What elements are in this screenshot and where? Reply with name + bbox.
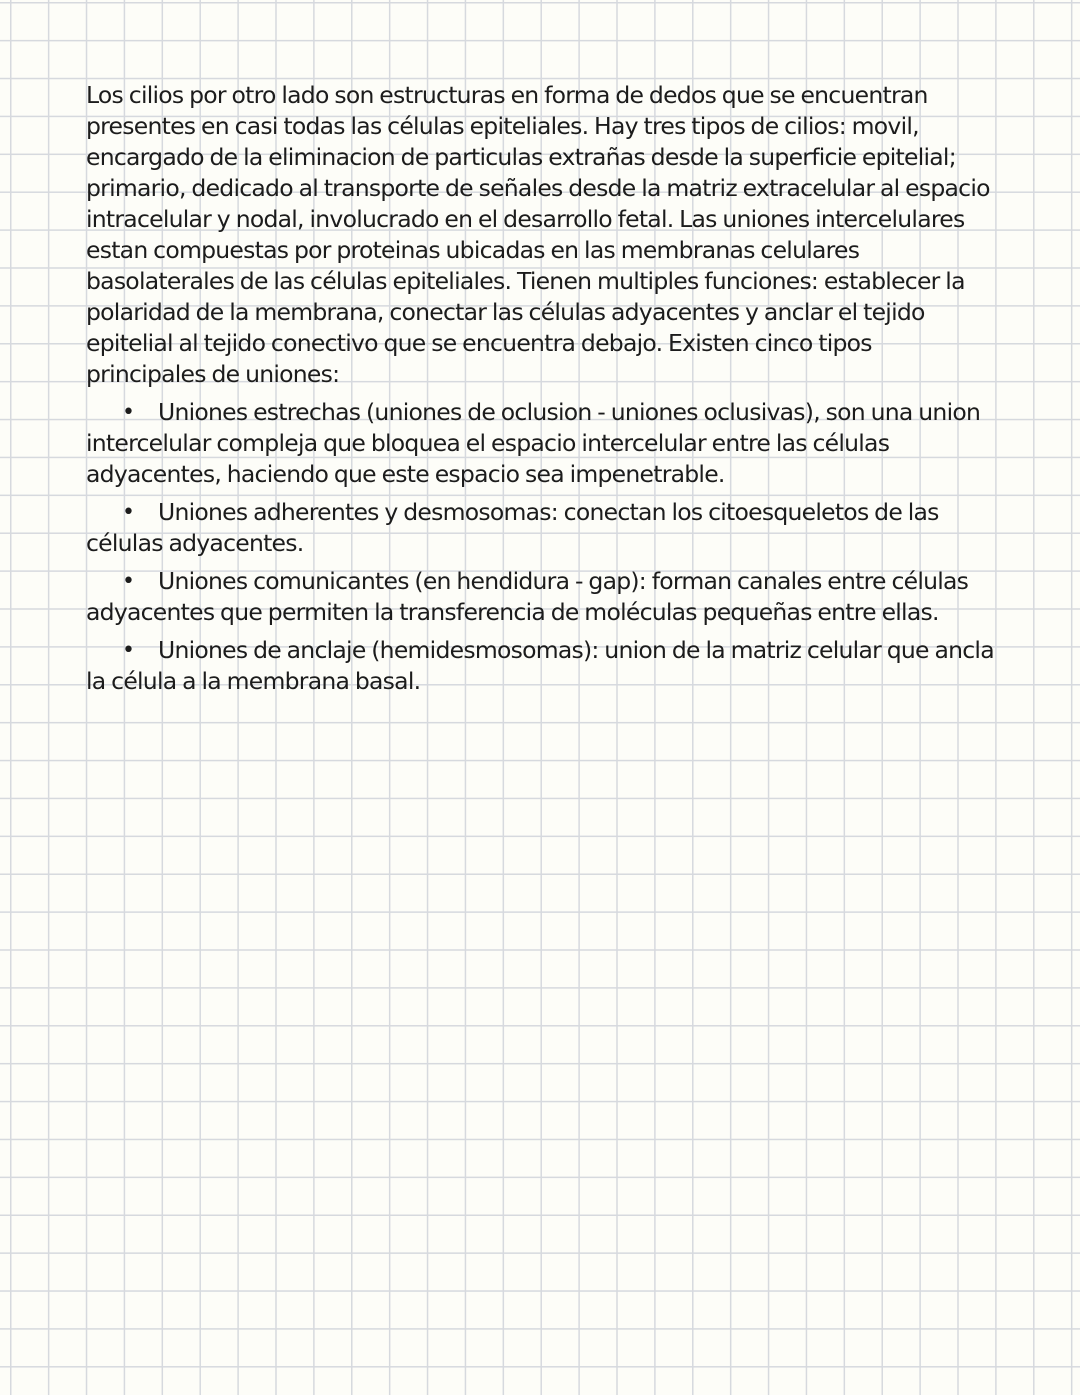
list-item-text: Uniones comunicantes (en hendidura - gap): forman canales entre células adyacentes que permiten la transferencia de moléculas pequeñas entre ellas. bbox=[86, 567, 969, 626]
list-item bbox=[86, 566, 996, 628]
bullet-icon: • bbox=[122, 500, 135, 525]
junction-types-list bbox=[86, 397, 996, 697]
list-item bbox=[86, 635, 996, 697]
list-item-text: Uniones adherentes y desmosomas: conectan los citoesqueletos de las células adyacentes. bbox=[86, 498, 939, 557]
list-item-text: Uniones de anclaje (hemidesmosomas): union de la matriz celular que ancla la célula a la membrana basal. bbox=[86, 636, 994, 695]
list-item bbox=[86, 497, 996, 559]
note-content bbox=[86, 80, 996, 697]
list-item-text: Uniones estrechas (uniones de oclusion - uniones oclusivas), son una union intercelular compleja que bloquea el espacio intercelular entre las células adyacentes, haciendo que este espacio sea impenetrable. bbox=[86, 398, 981, 488]
bullet-icon: • bbox=[122, 400, 135, 425]
bullet-icon: • bbox=[122, 638, 135, 663]
list-item bbox=[86, 397, 996, 490]
intro-paragraph: Los cilios por otro lado son estructuras en forma de dedos que se encuentran presentes en casi todas las células epiteliales. Hay tres tipos de cilios: movil, encargado de la eliminacion de particulas extrañas desde la superficie epitelial; primario, dedicado al transporte de señales desde la matriz extracelular al espacio intracelular y nodal, involucrado en el desarrollo fetal. Las uniones intercelulares estan compuestas por proteinas ubicadas en las membranas celulares basolaterales de las células epiteliales. Tienen multiples funciones: establecer la polaridad de la membrana, conectar las células adyacentes y anclar el tejido epitelial al tejido conectivo que se encuentra debajo. Existen cinco tipos principales de uniones: bbox=[86, 81, 990, 388]
bullet-icon: • bbox=[122, 569, 135, 594]
